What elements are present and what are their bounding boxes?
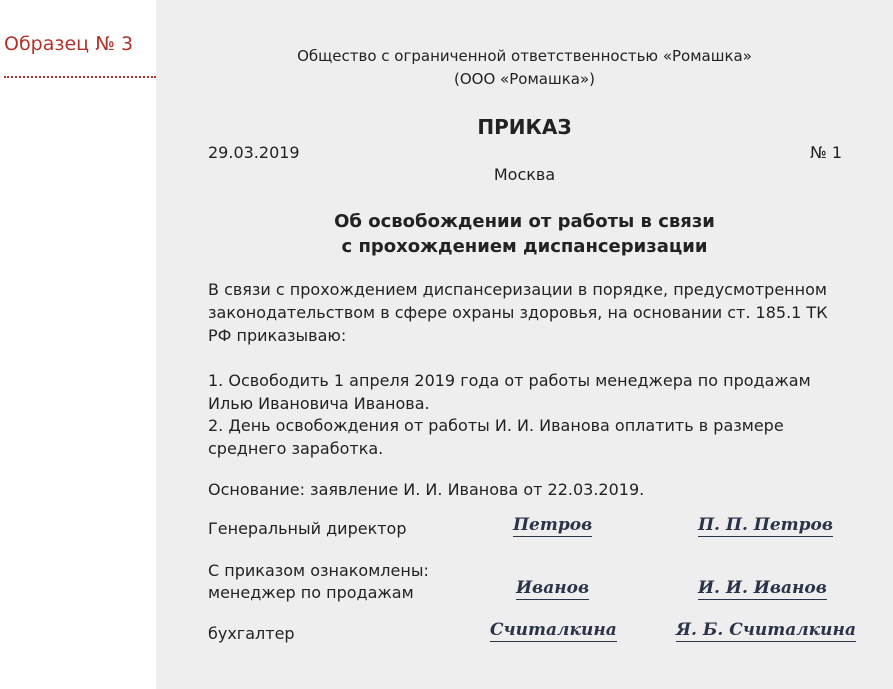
preamble-line: законодательством в сфере охраны здоровья, на основании ст. 185.1 ТК [208,303,828,322]
manager-name: И. И. Иванов [698,578,827,598]
order-item-line: Илью Ивановича Иванова. [208,394,430,413]
org-short-name: (ООО «Ромашка») [454,70,595,88]
document-title: ПРИКАЗ [477,115,572,139]
order-subject-line2: с прохождением диспансеризации [341,236,708,257]
order-item-line: 1. Освободить 1 апреля 2019 года от работы менеджера по продажам [208,371,811,390]
director-name: П. П. Петров [698,515,834,535]
order-subject-line1: Об освобождении от работы в связи [334,211,715,232]
order-document [156,0,893,689]
manager-signature: Иванов [516,578,590,598]
preamble-line: В связи с прохождением диспансеризации в порядке, предусмотренном [208,280,827,299]
order-item-line: среднего заработка. [208,439,384,458]
accountant-signature: Считалкина [490,620,617,640]
director-signature: Петров [513,515,593,535]
order-basis: Основание: заявление И. И. Иванова от 22.03.2019. [208,480,645,499]
sample-divider [4,76,156,78]
order-date: 29.03.2019 [208,143,300,162]
preamble-line: РФ приказываю: [208,326,347,345]
org-full-name: Общество с ограниченной ответственностью «Ромашка» [297,47,752,65]
order-city: Москва [493,165,556,184]
director-role: Генеральный директор [208,519,407,538]
order-number: № 1 [810,143,842,162]
order-item-line: 2. День освобождения от работы И. И. Иванова оплатить в размере [208,416,784,435]
manager-role: менеджер по продажам [208,583,414,602]
acquainted-label: С приказом ознакомлены: [208,561,429,580]
sample-label: Образец № 3 [4,33,134,55]
accountant-name: Я. Б. Считалкина [676,620,856,640]
accountant-role: бухгалтер [208,624,295,643]
